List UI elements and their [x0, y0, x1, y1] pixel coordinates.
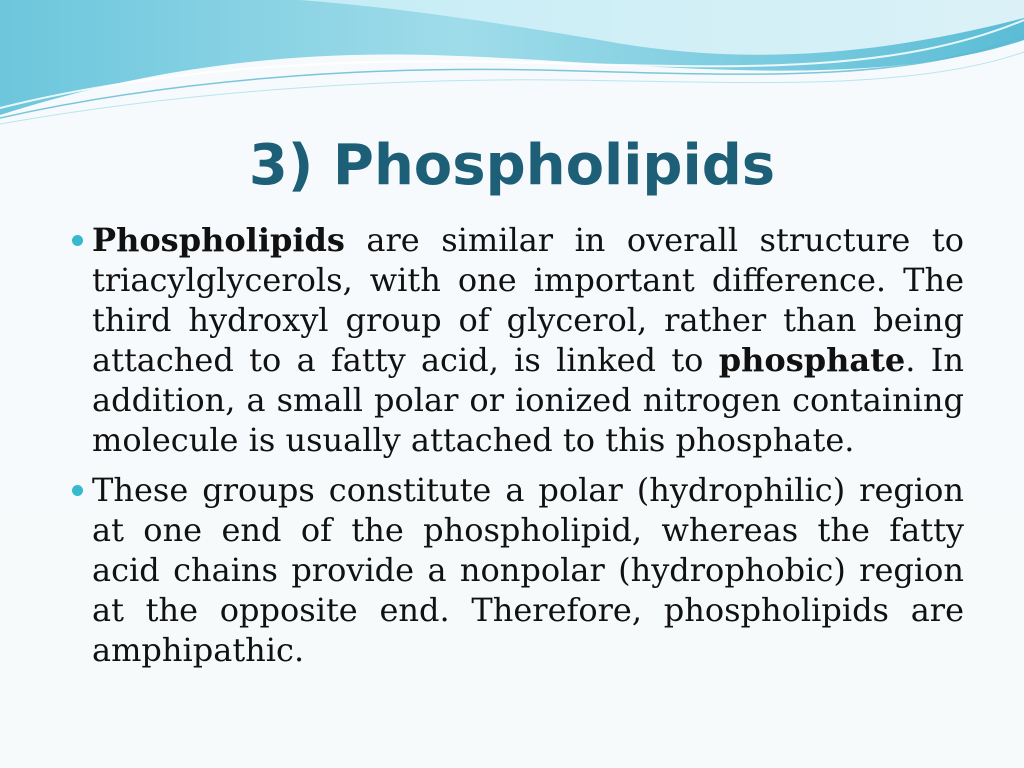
- bullet-list: [64, 220, 964, 680]
- bullet-text-part: These groups constitute a polar (hydrophilic) region at one end of the phospholipid, whereas the fatty acid chains provide a nonpolar (hydrophobic) region at the opposite end. Therefore, phospholipids are amphipathic.: [92, 471, 964, 669]
- term-phosphate: phosphate: [718, 341, 906, 379]
- bullet-text: [92, 471, 964, 669]
- bullet-item: [64, 220, 964, 460]
- bullet-icon: [72, 485, 83, 496]
- header-wave-decoration: [0, 0, 1024, 130]
- bullet-text: [92, 221, 964, 459]
- term-phospholipids: Phospholipids: [92, 221, 345, 259]
- bullet-text-part: are similar in overall structure to triacylglycerols, with one important difference. The third hydroxyl group of glycerol, rather than being attached to a fatty acid, is linked to: [92, 221, 964, 379]
- bullet-icon: [72, 235, 83, 246]
- bullet-item: [64, 470, 964, 670]
- slide-title: 3) Phospholipids: [248, 133, 776, 198]
- bullet-text-part: . In addition, a small polar or ionized nitrogen containing molecule is usually attached to this phosphate.: [92, 341, 965, 459]
